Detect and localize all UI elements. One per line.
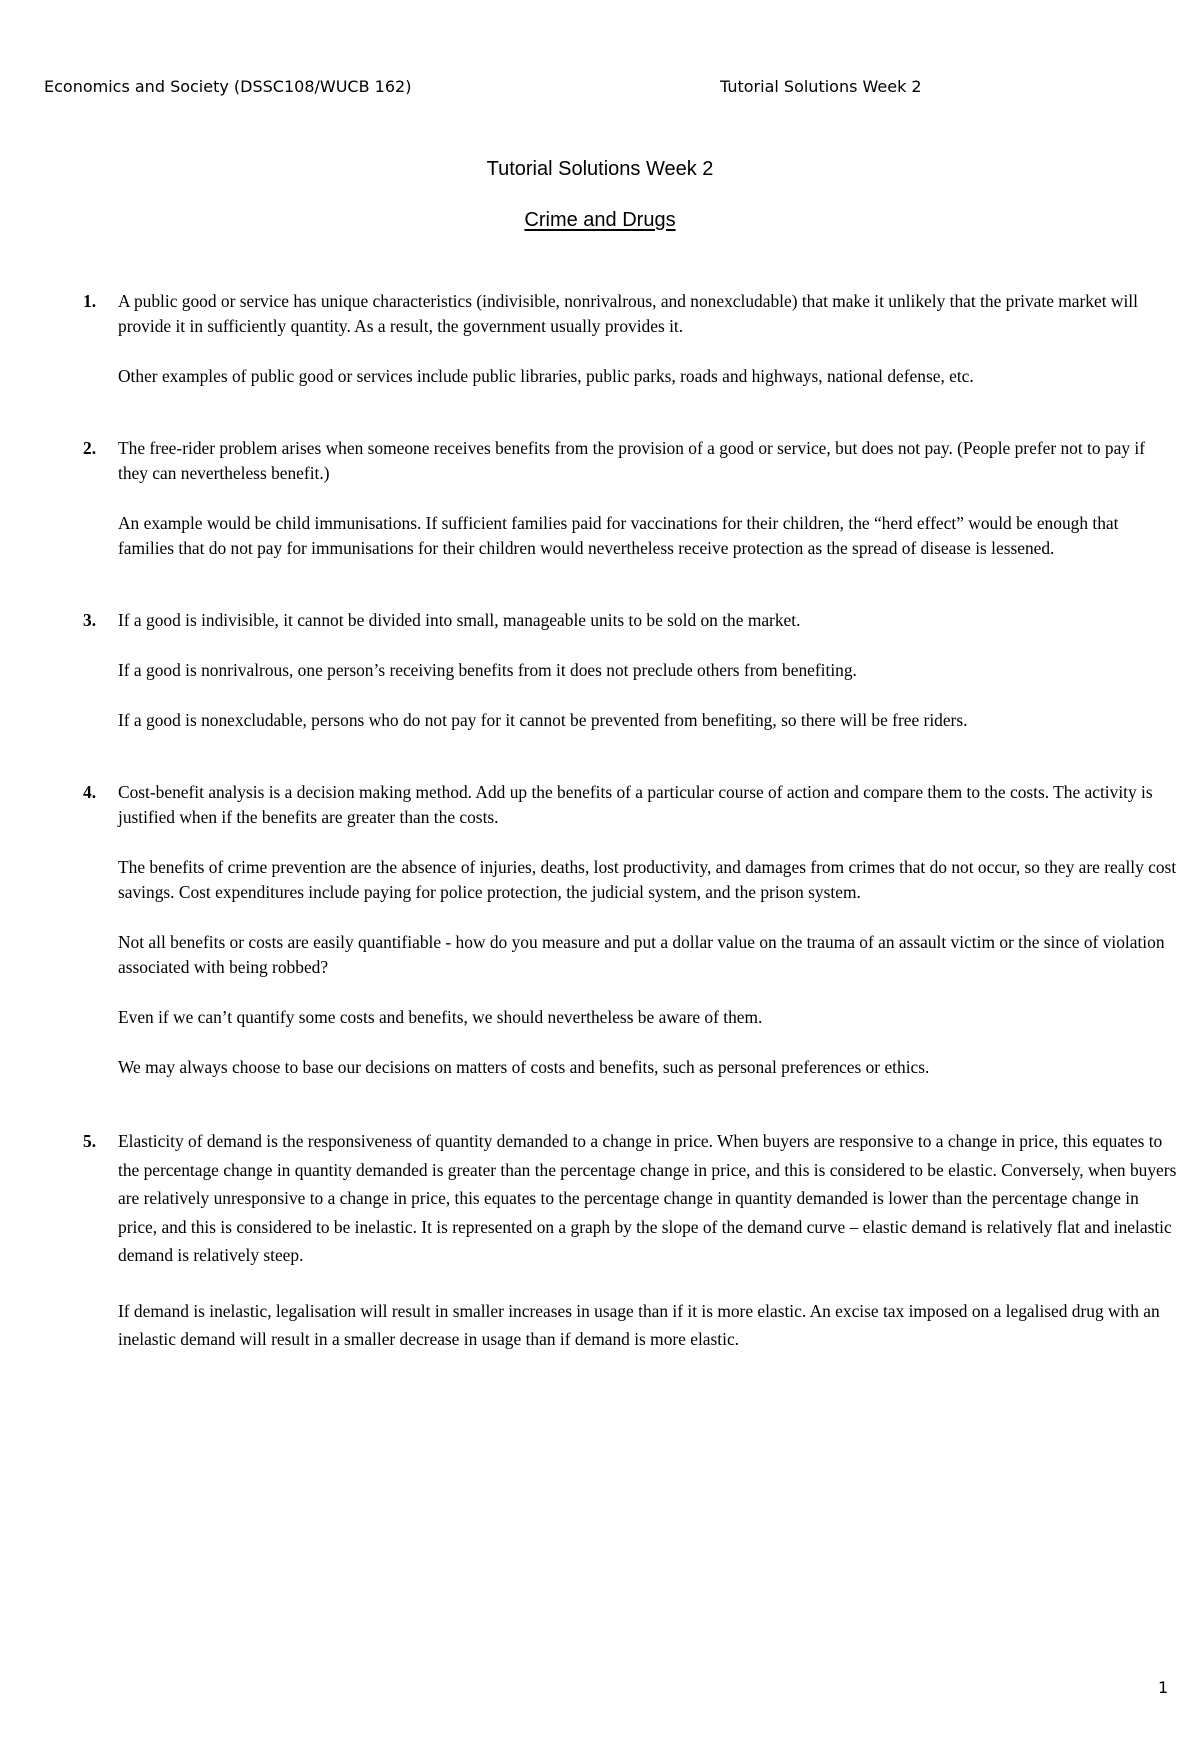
answer-paragraph: If demand is inelastic, legalisation will result in smaller increases in usage than if it is more elastic. An excise tax imposed on a legalised drug with an inelastic demand will result in a smaller decrease in usage than if demand is more elastic. bbox=[118, 1300, 1160, 1349]
answer-number: 4. bbox=[83, 782, 97, 802]
answer-paragraph: Even if we can’t quantify some costs and benefits, we should nevertheless be aware of them. bbox=[118, 1007, 763, 1027]
answer-paragraph: Cost-benefit analysis is a decision making method. Add up the benefits of a particular course of action and compare them to the costs. The activity is justified when if the benefits are greater than the costs. bbox=[118, 782, 1153, 827]
header-document-title: Tutorial Solutions Week 2 bbox=[720, 77, 922, 96]
answer-number: 3. bbox=[83, 610, 97, 630]
answer-number: 2. bbox=[83, 438, 97, 458]
answer-paragraph: Not all benefits or costs are easily quantifiable - how do you measure and put a dollar value on the trauma of an assault victim or the since of violation associated with being robbed? bbox=[118, 932, 1165, 977]
page-title: Tutorial Solutions Week 2 bbox=[486, 158, 714, 180]
answer-2 bbox=[0, 436, 1200, 561]
answers-list bbox=[0, 289, 1200, 1401]
answer-paragraph: An example would be child immunisations. If sufficient families paid for vaccinations for their children, the “herd effect” would be enough that families that do not pay for immunisations for their children would nevertheless receive protection as the spread of disease is lessened. bbox=[118, 513, 1119, 558]
answer-paragraph: Other examples of public good or services include public libraries, public parks, roads and highways, national defense, etc. bbox=[118, 366, 974, 386]
answer-1 bbox=[0, 289, 1200, 389]
header-course-title: Economics and Society (DSSC108/WUCB 162) bbox=[44, 77, 412, 96]
answer-paragraph: Elasticity of demand is the responsiveness of quantity demanded to a change in price. When buyers are responsive to a change in price, this equates to the percentage change in quantity demanded is greater than the percentage change in price, and this is considered to be elastic. Conversely, when buyers are relatively unresponsive to a change in price, this equates to the percentage change in quantity demanded is lower than the percentage change in price, and this is considered to be inelastic. It is represented on a graph by the slope of the demand curve – elastic demand is relatively flat and inelastic demand is relatively steep. bbox=[118, 1131, 1177, 1265]
answer-3 bbox=[0, 608, 1200, 733]
answer-paragraph: If a good is indivisible, it cannot be divided into small, manageable units to be sold on the market. bbox=[118, 610, 801, 630]
answer-paragraph: A public good or service has unique characteristics (indivisible, nonrivalrous, and nonexcludable) that make it unlikely that the private market will provide it in sufficiently quantity. As a result, the government usually provides it. bbox=[118, 291, 1138, 336]
answer-paragraph: The benefits of crime prevention are the absence of injuries, deaths, lost productivity, and damages from crimes that do not occur, so they are really cost savings. Cost expenditures include paying for police protection, the judicial system, and the prison system. bbox=[118, 857, 1177, 902]
page-subtitle: Crime and Drugs bbox=[524, 209, 676, 231]
answer-paragraph: The free-rider problem arises when someone receives benefits from the provision of a good or service, but does not pay. (People prefer not to pay if they can nevertheless benefit.) bbox=[118, 438, 1145, 483]
answer-number: 1. bbox=[83, 291, 97, 311]
page-number: 1 bbox=[1158, 1678, 1169, 1697]
answer-paragraph: We may always choose to base our decisions on matters of costs and benefits, such as personal preferences or ethics. bbox=[118, 1057, 930, 1077]
answer-paragraph: If a good is nonrivalrous, one person’s receiving benefits from it does not preclude others from benefiting. bbox=[118, 660, 857, 680]
answer-4 bbox=[0, 780, 1200, 1080]
answer-paragraph: If a good is nonexcludable, persons who do not pay for it cannot be prevented from benefiting, so there will be free riders. bbox=[118, 710, 968, 730]
answer-number: 5. bbox=[83, 1131, 97, 1151]
answer-5 bbox=[0, 1127, 1200, 1354]
